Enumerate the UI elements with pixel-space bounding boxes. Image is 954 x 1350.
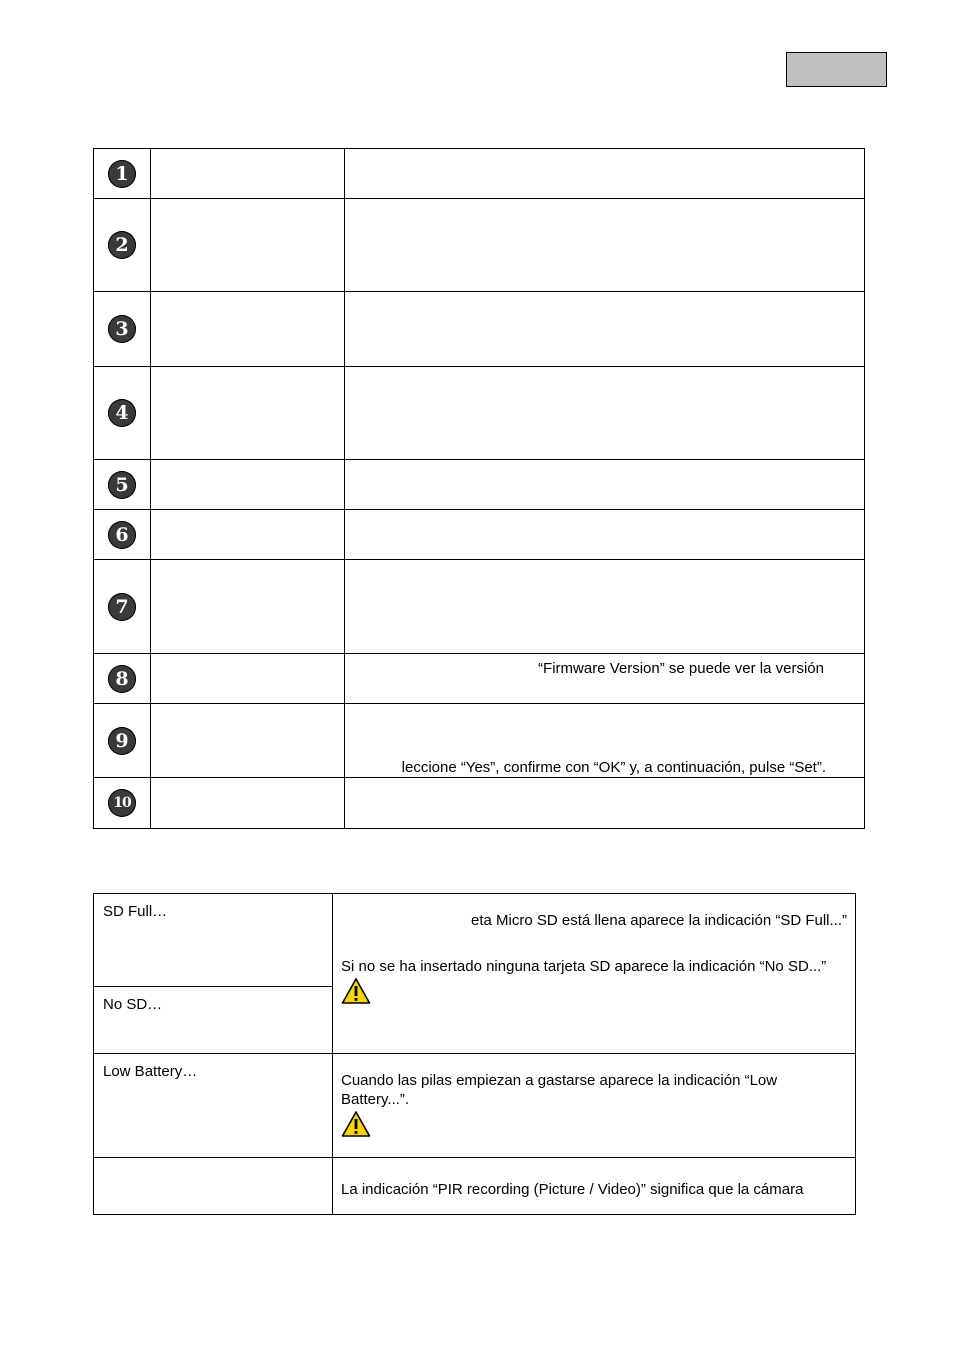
number-badge-5: 5 xyxy=(108,471,136,499)
table-row xyxy=(94,704,865,778)
low-battery-text: Cuando las pilas empiezan a gastarse aparece la indicación “Low Battery...”. xyxy=(341,1072,778,1108)
number-badge-2: 2 xyxy=(108,231,136,259)
status-indications-table xyxy=(93,893,856,1215)
number-badge-4: 4 xyxy=(108,399,136,427)
table-row xyxy=(94,1054,856,1158)
status-label: No SD… xyxy=(94,987,333,1054)
status-label xyxy=(94,1158,333,1215)
number-badge-8: 8 xyxy=(108,665,136,693)
number-badge-1: 1 xyxy=(108,160,136,188)
pir-info xyxy=(333,1158,856,1215)
table-row xyxy=(94,292,865,367)
table-row xyxy=(94,149,865,199)
table-row xyxy=(94,560,865,654)
number-badge-10: 10 xyxy=(108,789,136,817)
table-row xyxy=(94,460,865,510)
menu-settings-table xyxy=(93,148,865,829)
firmware-version-text: “Firmware Version” se puede ver la versión xyxy=(538,660,824,677)
number-badge-3: 3 xyxy=(108,315,136,343)
number-badge-7: 7 xyxy=(108,593,136,621)
low-battery-info xyxy=(333,1054,856,1158)
status-label: SD Full… xyxy=(94,894,333,987)
number-badge-6: 6 xyxy=(108,521,136,549)
language-tab xyxy=(786,52,887,87)
table-row xyxy=(94,367,865,460)
table-row xyxy=(94,1158,856,1215)
table-row xyxy=(94,199,865,292)
sd-full-text: eta Micro SD está llena aparece la indicación “SD Full...” xyxy=(471,912,847,929)
status-label: Low Battery… xyxy=(94,1054,333,1158)
reset-instruction-text: leccione “Yes”, confirme con “OK” y, a continuación, pulse “Set”. xyxy=(401,759,826,776)
pir-recording-text: La indicación “PIR recording (Picture / Video)” significa que la cámara xyxy=(341,1181,804,1198)
table-row xyxy=(94,894,856,987)
number-badge-9: 9 xyxy=(108,727,136,755)
warning-triangle-icon xyxy=(341,977,371,1005)
no-sd-text: Si no se ha insertado ninguna tarjeta SD aparece la indicación “No SD...” xyxy=(341,958,827,975)
table-row xyxy=(94,778,865,829)
table-row xyxy=(94,510,865,560)
warning-triangle-icon xyxy=(341,1110,371,1138)
sd-status-info xyxy=(333,894,856,1054)
table-row xyxy=(94,654,865,704)
